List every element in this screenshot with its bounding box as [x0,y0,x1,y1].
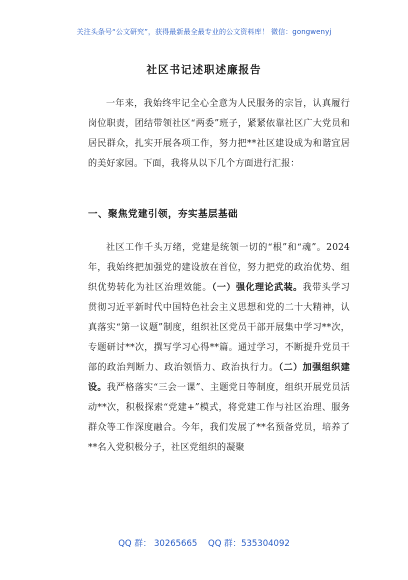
intro-paragraph-block [88,94,350,174]
section-paragraph [88,238,350,458]
footer-qq-group-2: QQ 群：535304092 [208,539,290,549]
footer-contacts [0,537,408,549]
section-body-block [88,238,350,458]
section-text-b: 我带头学习贯彻习近平新时代中国特色社会主义思想和党的二十大精神，认真落实“第一议题”制度，组织社区党员干部开展集中学习**次，专题研讨**次，撰写学习心得**篇。通过学习，不断提升党员干部的政治判断力、政治领悟力、政治执行力。 [88,283,350,373]
intro-paragraph: 一年来，我始终牢记全心全意为人民服务的宗旨，认真履行岗位职责，团结带领社区“两委”班子，紧紧依靠社区广大党员和居民群众，扎实开展各项工作，努力把**社区建设成为和谐宜居的美好家园。下面，我将从以下几个方面进行汇报： [88,99,350,169]
subheading-organization: （二）加强组织建设。 [88,363,350,393]
subheading-theory: （一）强化理论武装。 [211,283,303,293]
section-text-a: 社区工作千头万绪，党建是统领一切的“根”和“魂”。2024年，我始终把加强党的建设放在首位，努力把党的政治优势、组织优势转化为社区治理效能。 [88,243,350,293]
section-heading: 一、聚焦党建引领，夯实基层基础 [88,209,239,220]
document-title: 社区书记述职述廉报告 [146,64,262,76]
section-text-c: 我严格落实“三会一课”、主题党日等制度，组织开展党员活动**次，积极探索“党建+”模式，将党建工作与社区治理、服务群众等工作深度融合。今年，我们发展了**名预备党员，培养了**名入党积极分子，社区党组织的凝聚 [88,383,350,453]
header-banner: 关注头条号“公文研究”，获得最新最全最专业的公文资料库！ 微信：gongwenyj [76,28,332,36]
footer-qq-group-1: QQ 群： 30265665 [118,539,198,549]
